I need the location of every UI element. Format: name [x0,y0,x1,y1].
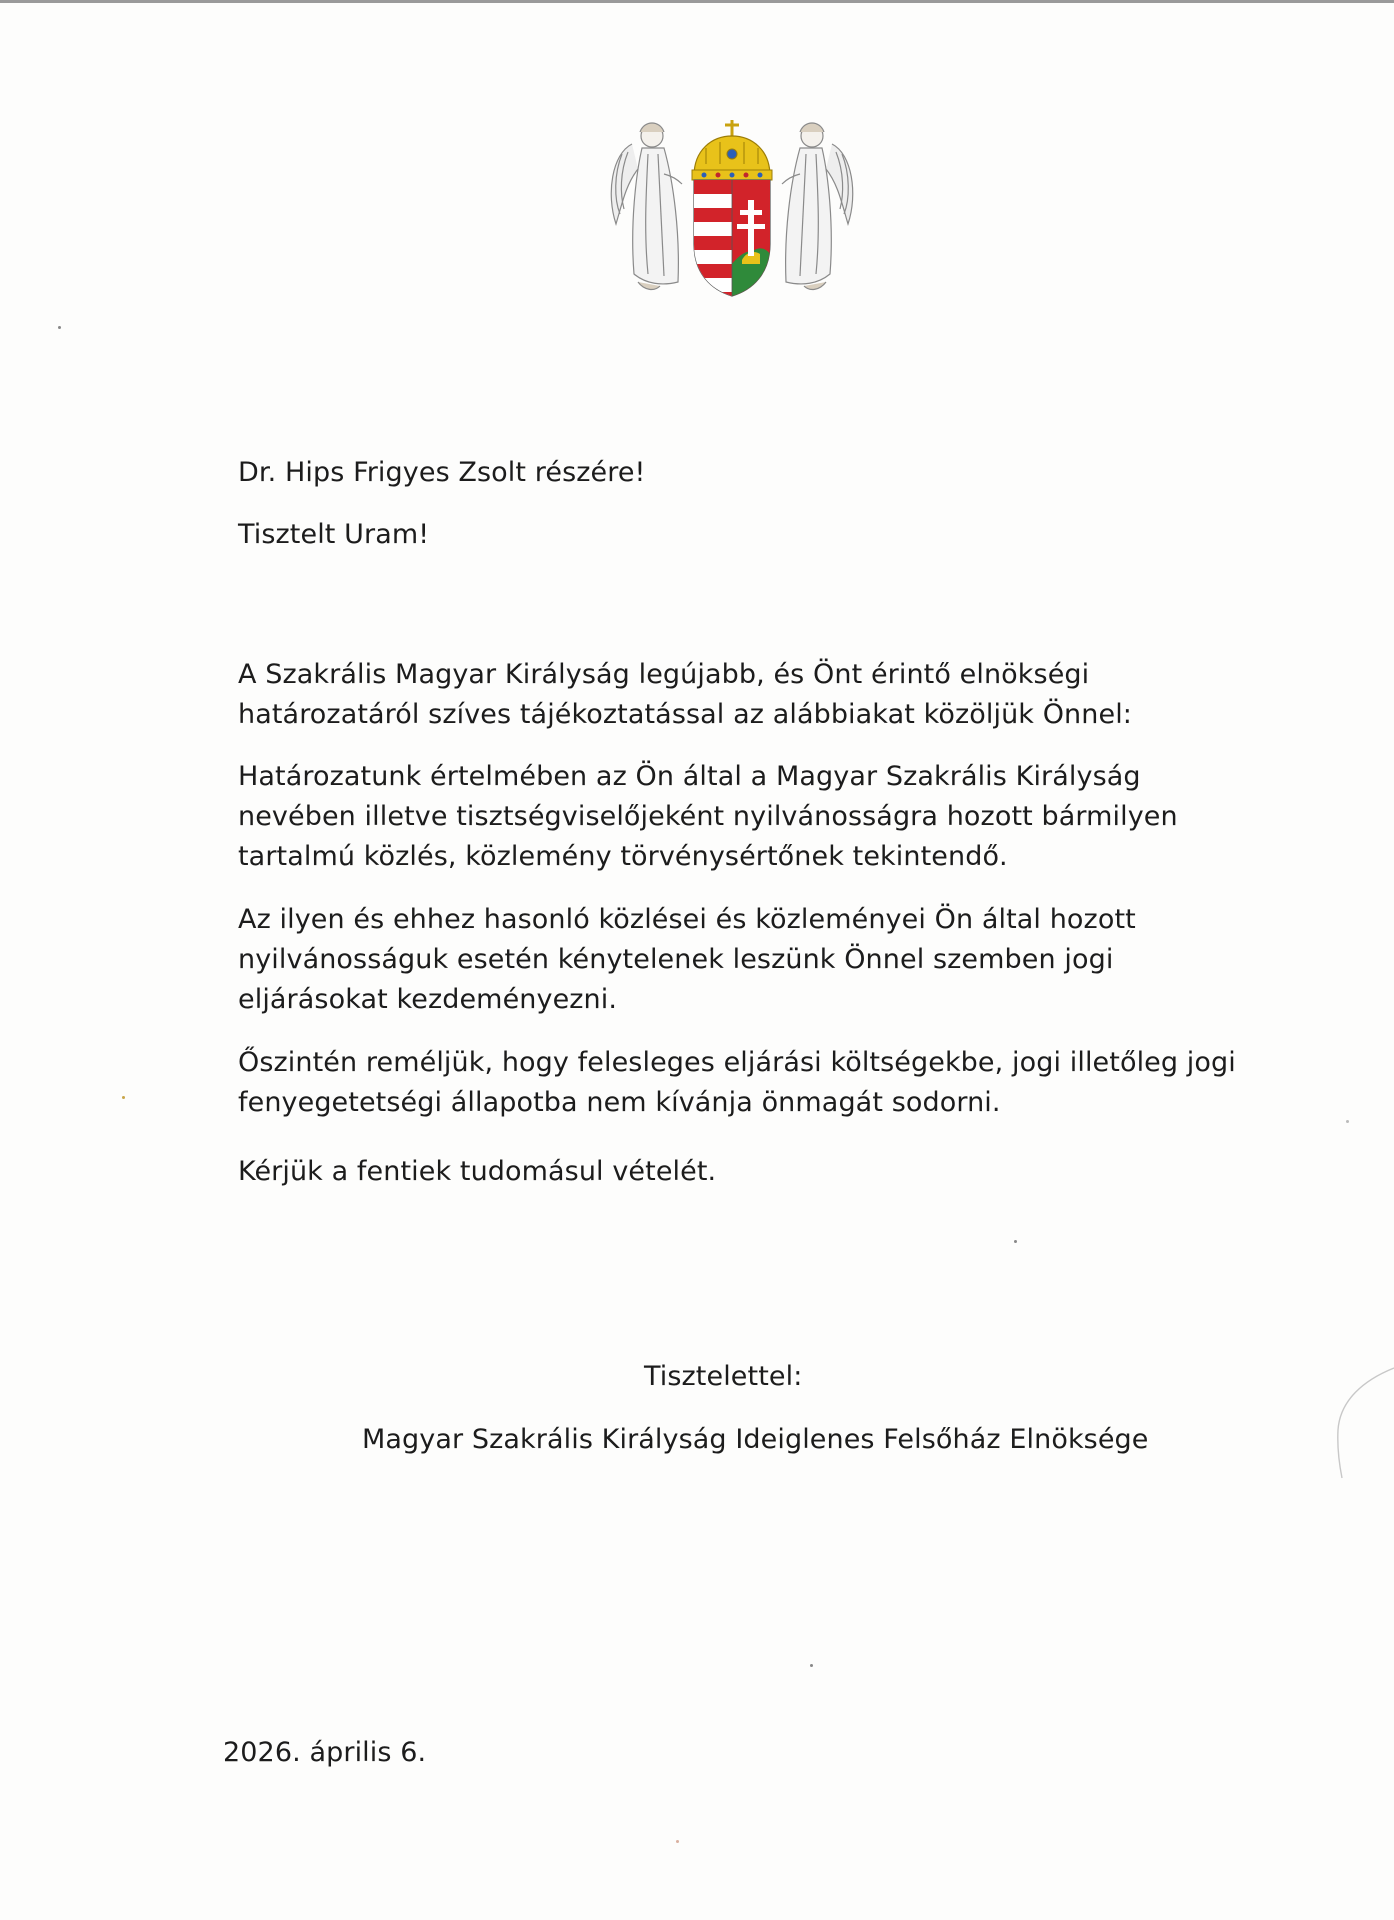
coat-of-arms-emblem [602,114,862,304]
paragraph-hope: Őszintén reméljük, hogy felesleges eljárási költségekbe, jogi illetőleg jogi fenyegetetségi állapotba nem kívánja önmagát sodorni. [238,1047,1236,1118]
scan-speck [122,1096,125,1099]
scan-speck [1346,1120,1349,1123]
paragraph-legal-action: Az ilyen és ehhez hasonló közlései és közleményei Ön által hozott nyilvánosságuk esetén kénytelenek leszünk Önnel szemben jogi eljárásokat kezdeményezni. [238,904,1136,1015]
scan-speck [1014,1240,1017,1243]
paper-fold-mark [1294,1360,1394,1480]
salutation: Tisztelt Uram! [238,519,430,550]
holy-crown [692,120,772,180]
left-angel [611,123,682,289]
scan-speck [810,1664,813,1667]
shield [694,180,770,304]
closing-line: Tisztelettel: [644,1361,803,1392]
scan-speck [676,1840,679,1843]
sender-signature: Magyar Szakrális Királyság Ideiglenes Felsőház Elnöksége [362,1424,1149,1455]
top-edge-rule [0,0,1394,3]
right-angel [782,123,853,289]
addressee-line: Dr. Hips Frigyes Zsolt részére! [238,457,646,488]
paragraph-intro: A Szakrális Magyar Királyság legújabb, és Önt érintő elnökségi határozatáról szíves tájékoztatással az alábbiakat közöljük Önnel: [238,659,1132,730]
scan-speck [58,326,61,329]
letter-date: 2026. április 6. [223,1737,427,1768]
paragraph-decision: Határozatunk értelmében az Ön által a Magyar Szakrális Királyság nevében illetve tisztségviselőjeként nyilvánosságra hozott bármilyen tartalmú közlés, közlemény törvénysértőnek tekintendő. [238,761,1178,872]
paragraph-request: Kérjük a fentiek tudomásul vételét. [238,1156,717,1187]
